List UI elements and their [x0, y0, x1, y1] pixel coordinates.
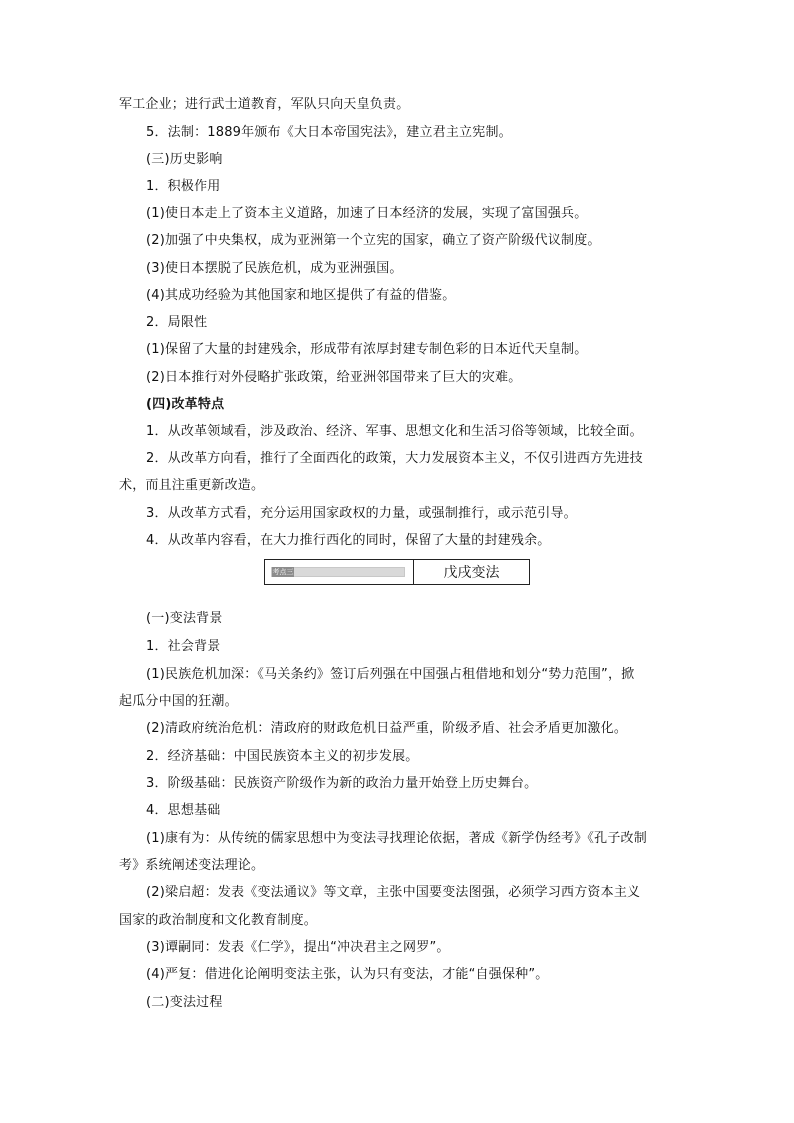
subsection-heading: 4．思想基础 [146, 803, 221, 818]
banner-title: 戊戌变法 [413, 560, 529, 584]
text-line: (1)保留了大量的封建残余，形成带有浓厚封建专制色彩的日本近代天皇制。 [146, 342, 588, 357]
text-line: 3．从改革方式看，充分运用国家政权的力量，或强制推行，或示范引导。 [146, 506, 577, 521]
section-heading: (三)历史影响 [146, 152, 223, 167]
text-line: (3)使日本摆脱了民族危机，成为亚洲强国。 [146, 261, 403, 276]
text-line: (2)清政府统治危机：清政府的财政危机日益严重，阶级矛盾、社会矛盾更加激化。 [146, 721, 628, 736]
text-line: 术，而且注重更新改造。 [119, 478, 265, 493]
text-line: (1)民族危机加深：《马关条约》签订后列强在中国强占租借地和划分“势力范围”，掀 [146, 667, 635, 682]
text-line: (1)康有为：从传统的儒家思想中为变法寻找理论依据，著成《新学伪经考》《孔子改制 [146, 831, 647, 846]
section-heading: (四)改革特点 [146, 397, 225, 412]
text-line: (4)严复：借进化论阐明变法主张，认为只有变法，才能“自强保种”。 [146, 967, 549, 982]
text-line: (2)日本推行对外侵略扩张政策，给亚洲邻国带来了巨大的灾难。 [146, 370, 522, 385]
text-line: 2．经济基础：中国民族资本主义的初步发展。 [146, 749, 419, 764]
text-line: 2．从改革方向看，推行了全面西化的政策，大力发展资本主义，不仅引进西方先进技 [146, 451, 643, 466]
text-line: (4)其成功经验为其他国家和地区提供了有益的借鉴。 [146, 288, 456, 303]
banner-tag-area [265, 560, 413, 584]
banner-tag: 考点三 [272, 568, 294, 576]
text-line: (2)加强了中央集权，成为亚洲第一个立宪的国家，确立了资产阶级代议制度。 [146, 233, 601, 248]
text-line: (2)梁启超：发表《变法通议》等文章，主张中国要变法图强，必须学习西方资本主义 [146, 885, 641, 900]
text-line: 军工企业；进行武士道教育，军队只向天皇负责。 [119, 97, 410, 112]
text-line: 国家的政治制度和文化教育制度。 [119, 913, 318, 928]
subsection-heading: 2．局限性 [146, 315, 208, 330]
subsection-heading: 1．社会背景 [146, 639, 221, 654]
section-banner [264, 559, 530, 585]
text-line: 1．从改革领域看，涉及政治、经济、军事、思想文化和生活习俗等领域，比较全面。 [146, 424, 643, 439]
text-line: 起瓜分中国的狂潮。 [119, 694, 238, 709]
text-line: 3．阶级基础：民族资产阶级作为新的政治力量开始登上历史舞台。 [146, 776, 538, 791]
text-line: 4．从改革内容看，在大力推行西化的同时，保留了大量的封建残余。 [146, 533, 551, 548]
banner-bar [271, 567, 405, 577]
subsection-heading: 1．积极作用 [146, 179, 221, 194]
text-line: (3)谭嗣同：发表《仁学》，提出“冲决君主之网罗”。 [146, 940, 450, 955]
section-heading: (一)变法背景 [146, 611, 223, 626]
text-line: 5．法制：1889年颁布《大日本帝国宪法》，建立君主立宪制。 [146, 125, 512, 140]
section-heading: (二)变法过程 [146, 995, 223, 1010]
text-line: (1)使日本走上了资本主义道路，加速了日本经济的发展，实现了富国强兵。 [146, 206, 588, 221]
text-line: 考》系统阐述变法理论。 [119, 858, 265, 873]
